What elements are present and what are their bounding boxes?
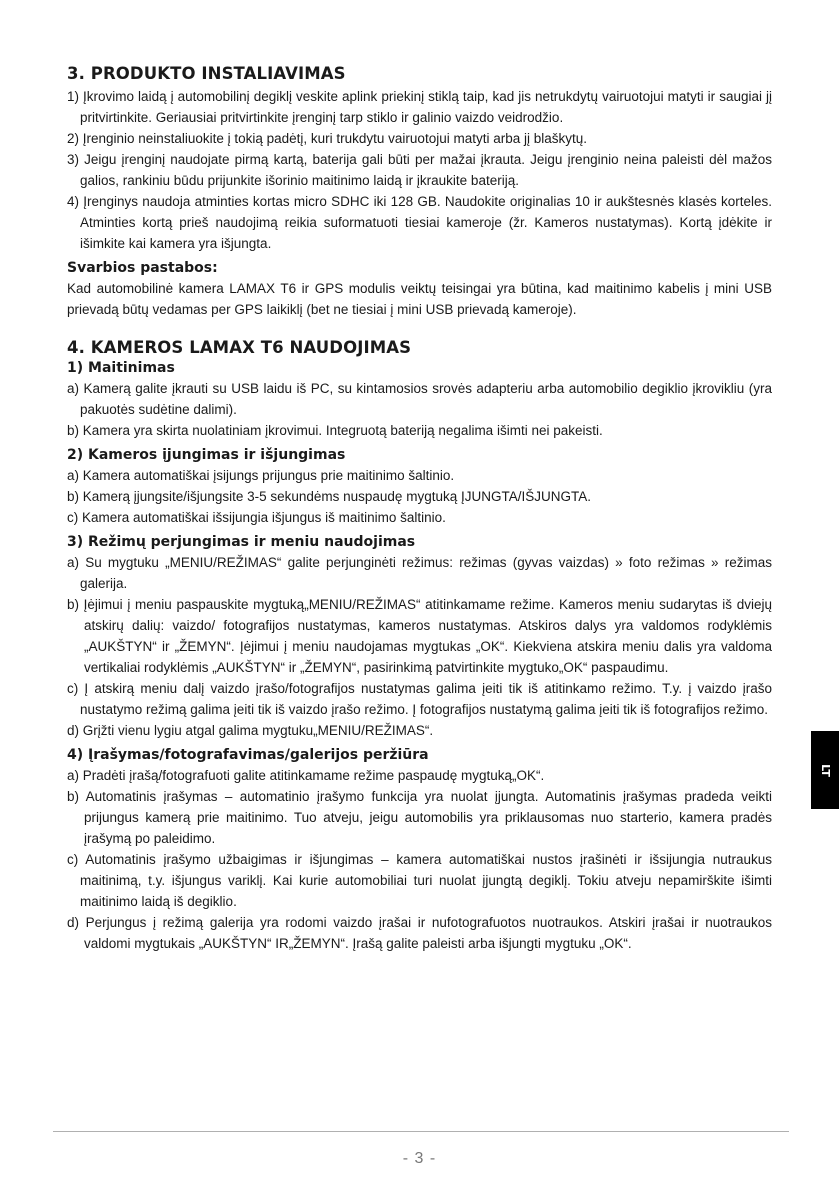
list-item: d) Perjungus į režimą galerija yra rodomi vaizdo įrašai ir nufotografuotos nuotraukos. Atskiri įrašai ir nuotraukos valdomi mygtukais „AUKŠTYN“ IR„ŽEMYN“. Įrašą galite paleisti arba išjungti mygtuku „OK“.	[67, 915, 772, 951]
list-item: c) Automatinis įrašymo užbaigimas ir išjungimas – kamera automatiškai nustos įrašinėti ir išsijungia nutraukus maitinimą, t.y. išjungus variklį. Kai kurie automobiliai turi nuolat įjungtą degiklį. Tokiu atveju nepamirškite išimti maitinimo laidą iš degiklio.	[67, 852, 772, 909]
list-item: d) Grįžti vienu lygiu atgal galima mygtuku„MENIU/REŽIMAS“.	[67, 723, 434, 738]
list-item: 1) Įkrovimo laidą į automobilinį degiklį veskite aplink priekinį stiklą taip, kad jis netrukdytų vairuotojui matyti ir saugiai jį pritvirtinkite. Geriausiai pritvirtinkite įrenginį tarp stiklo ir galinio vaizdo veidrodžio.	[67, 89, 772, 125]
page-content	[67, 64, 772, 954]
subsection-1-title: 1) Maitinimas	[67, 360, 175, 376]
subsection-3-title: 3) Režimų perjungimas ir meniu naudojimas	[67, 534, 416, 550]
list-item: b) Kamerą įjungsite/išjungsite 3-5 sekundėms nuspaudę mygtuką ĮJUNGTA/IŠJUNGTA.	[67, 489, 591, 504]
subsection-2-title: 2) Kameros įjungimas ir išjungimas	[67, 447, 346, 463]
subsection-4-title: 4) Įrašymas/fotografavimas/galerijos peržiūra	[67, 747, 429, 763]
page-number: - 3 -	[402, 1150, 437, 1167]
list-item: c) Į atskirą meniu dalį vaizdo įrašo/fotografijos nustatymas galima įeiti tik iš atitinkamo režimo. T.y. į vaizdo įrašo nustatymo režimą galima įeiti tik iš vaizdo įrašo režimo. Į fotografijos nustatymą galima įeiti tik iš fotografijos režimo.	[67, 681, 772, 717]
list-item: c) Kamera automatiškai išsijungia išjungus iš maitinimo šaltinio.	[67, 510, 446, 525]
list-item: a) Kamerą galite įkrauti su USB laidu iš PC, su kintamosios srovės adapteriu arba automobilio degiklio įkrovikliu (yra pakuotės sudėtine dalimi).	[67, 381, 772, 417]
list-item: 2) Įrenginio neinstaliuokite į tokią padėtį, kuri trukdytu vairuotojui matyti arba jį blaškytų.	[67, 131, 588, 146]
footer-divider	[53, 1131, 789, 1132]
language-tab	[811, 731, 839, 809]
notes-text: Kad automobilinė kamera LAMAX T6 ir GPS modulis veiktų teisingai yra būtina, kad maitinimo kabelis į mini USB prievadą būtų vedamas per GPS laikiklį (bet ne tiesiai į mini USB prievadą kameroje).	[67, 281, 772, 317]
list-item: 3) Jeigu įrenginį naudojate pirmą kartą, baterija gali būti per mažai įkrauta. Jeigu įrenginio neina paleisti dėl mažos galios, rankiniu būdu prijunkite išorinio maitinimo laidą ir įkraukite bateriją.	[67, 152, 772, 188]
language-tab-label: LT	[818, 763, 832, 777]
list-item: a) Su mygtuku „MENIU/REŽIMAS“ galite perjunginėti režimus: režimas (gyvas vaizdas) » foto režimas » režimas galerija.	[67, 555, 772, 591]
list-item: b) Įėjimui į meniu paspauskite mygtuką„MENIU/REŽIMAS“ atitinkamame režime. Kameros meniu sudarytas iš dviejų atskirų dalių: vaizdo/ fotografijos nustatymas, kameros nustatymas. Atskiros dalys yra valdomos rodyklėmis „AUKŠTYN“ ir „ŽEMYN“. Įėjimui į meniu naudojamas mygtukas „OK“. Kiekviena atskira meniu dalis yra valdoma vertikaliai rodyklėmis „AUKŠTYN“ ir „ŽEMYN“, pasirinkimą patvirtinkite mygtuko„OK“ paspaudimu.	[67, 597, 772, 675]
list-item: b) Automatinis įrašymas – automatinio įrašymo funkcija yra nuolat įjungta. Automatinis įrašymas pradeda veikti prijungus kamerą prie maitinimo. Tuo atveju, jeigu automobilis yra priklausomas nuo starterio, kamera pradės įrašymą po paleidimo.	[67, 789, 772, 846]
section-3-title: 3. PRODUKTO INSTALIAVIMAS	[67, 64, 346, 83]
list-item: 4) Įrenginys naudoja atminties kortas micro SDHC iki 128 GB. Naudokite originalias 10 ir aukštesnės klasės korteles. Atminties kortą prieš naudojimą reikia suformatuoti tiesiai kameroje (žr. Kameros nustatymas). Kortą įdėkite ir išimkite kai kamera yra išjungta.	[67, 194, 772, 251]
notes-title: Svarbios pastabos:	[67, 260, 218, 276]
section-4-title: 4. KAMEROS LAMAX T6 NAUDOJIMAS	[67, 338, 412, 357]
list-item: a) Kamera automatiškai įsijungs prijungus prie maitinimo šaltinio.	[67, 468, 455, 483]
list-item: b) Kamera yra skirta nuolatiniam įkrovimui. Integruotą bateriją negalima išimti nei pakeisti.	[67, 423, 603, 438]
list-item: a) Pradėti įrašą/fotografuoti galite atitinkamame režime paspaudę mygtuką„OK“.	[67, 768, 545, 783]
